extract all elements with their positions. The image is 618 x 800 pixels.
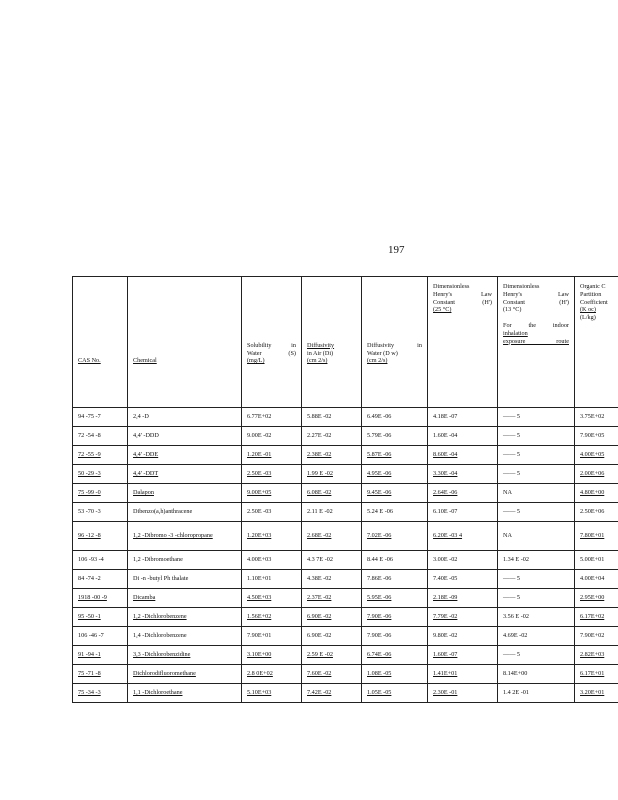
cell-koc-text: 4.80E+00 — [580, 489, 605, 497]
cell-henry-25c — [428, 589, 498, 608]
header-line: (K oc) — [580, 306, 596, 314]
cell-henry-13c — [498, 627, 575, 646]
cell-diffusivity-water-text: 7.86E -06 — [367, 575, 392, 583]
cell-cas-text: 75 -99 -0 — [78, 489, 101, 497]
cell-chemical — [128, 446, 242, 465]
page-number: 197 — [388, 244, 405, 256]
cell-koc — [575, 627, 618, 646]
cell-chemical — [128, 608, 242, 627]
table-row — [73, 608, 618, 627]
cell-diffusivity-water — [362, 484, 428, 503]
cell-cas-text: 91 -94 -1 — [78, 651, 101, 659]
cell-diffusivity-air — [302, 646, 362, 665]
cell-henry-13c-text: 4.69E -02 — [503, 632, 528, 640]
cell-henry-13c-text: —— 5 — [503, 508, 521, 516]
cell-henry-13c — [498, 608, 575, 627]
cell-henry-13c-text: —— 5 — [503, 575, 521, 583]
cell-solubility — [242, 570, 302, 589]
cell-koc — [575, 551, 618, 570]
cell-diffusivity-air-text: 2.11 E -02 — [307, 508, 333, 516]
cell-henry-25c — [428, 627, 498, 646]
header-line: Water (D w) — [367, 349, 398, 357]
cell-chemical — [128, 627, 242, 646]
cell-diffusivity-air-text: 1.99 E -02 — [307, 470, 333, 478]
cell-henry-13c — [498, 427, 575, 446]
cell-koc — [575, 589, 618, 608]
header-line: Organic C — [580, 283, 606, 290]
header-line: Diffusivity — [307, 341, 335, 349]
cell-henry-25c — [428, 646, 498, 665]
cell-solubility-text: 7.90E+01 — [247, 632, 272, 640]
cell-cas — [73, 408, 128, 427]
cell-solubility-text: 9.00E+05 — [247, 489, 272, 497]
cell-diffusivity-water — [362, 427, 428, 446]
cell-solubility — [242, 427, 302, 446]
table-row — [73, 408, 618, 427]
cell-chemical-text: 2,4 -D — [133, 413, 149, 421]
header-line: Constant (H') — [433, 298, 492, 306]
cell-solubility-text: 1.20E -01 — [247, 451, 272, 459]
cell-solubility — [242, 503, 302, 522]
cell-diffusivity-water-text: 9.45E -06 — [367, 489, 392, 497]
cell-diffusivity-air — [302, 570, 362, 589]
cell-henry-13c — [498, 646, 575, 665]
cell-diffusivity-water-text: 6.74E -06 — [367, 651, 392, 659]
cell-cas-text: 106 -46 -7 — [78, 632, 104, 640]
table-row — [73, 446, 618, 465]
header-chemical — [128, 277, 242, 408]
cell-cas-text: 106 -93 -4 — [78, 556, 104, 564]
cell-chemical-text: 4,4' -DDT — [133, 470, 159, 478]
cell-solubility-text: 9.00E -02 — [247, 432, 272, 440]
cell-diffusivity-water — [362, 665, 428, 684]
cell-henry-25c-text: 2.30E -01 — [433, 689, 458, 697]
cell-diffusivity-water — [362, 551, 428, 570]
cell-diffusivity-water — [362, 503, 428, 522]
cell-henry-25c-text: 9.80E -02 — [433, 632, 458, 640]
cell-diffusivity-water-text: 1.05E -05 — [367, 689, 392, 697]
cell-henry-25c-text: 6.20E -03 4 — [433, 532, 463, 540]
cell-chemical — [128, 465, 242, 484]
cell-henry-13c — [498, 589, 575, 608]
cell-chemical-text: 1,2 -Dibromoethane — [133, 556, 183, 564]
cell-chemical-text: 3,3 -Dichlorobenzidine — [133, 651, 191, 659]
cell-henry-13c — [498, 665, 575, 684]
cell-diffusivity-water-text: 5.95E -06 — [367, 594, 392, 602]
cell-koc-text: 7.90E+05 — [580, 432, 605, 440]
cell-chemical-text: Dichlorodifluoromethane — [133, 670, 196, 678]
cell-diffusivity-water — [362, 465, 428, 484]
cell-cas — [73, 589, 128, 608]
cell-cas — [73, 446, 128, 465]
header-line: Dimensionless — [433, 283, 470, 290]
chemical-properties-table — [72, 276, 618, 703]
cell-henry-25c — [428, 408, 498, 427]
cell-cas-text: 96 -12 -8 — [78, 532, 101, 540]
cell-cas — [73, 427, 128, 446]
cell-henry-25c — [428, 503, 498, 522]
cell-cas — [73, 646, 128, 665]
cell-solubility — [242, 408, 302, 427]
cell-solubility — [242, 589, 302, 608]
cell-henry-13c-text: —— 5 — [503, 413, 521, 421]
cell-diffusivity-air — [302, 427, 362, 446]
cell-koc-text: 3.75E+02 — [580, 413, 605, 421]
cell-henry-13c-text: 3.56 E -02 — [503, 613, 529, 621]
header-line: (cm 2/s) — [307, 357, 328, 365]
cell-cas-text: 95 -50 -1 — [78, 613, 101, 621]
chemical-properties-table-wrap — [72, 276, 618, 706]
header-line: (25 °C) — [433, 306, 452, 314]
cell-henry-25c-text: 3.30E -04 — [433, 470, 458, 478]
cell-cas-text: 72 -54 -8 — [78, 432, 101, 440]
cell-diffusivity-water — [362, 446, 428, 465]
cell-cas-text: 72 -55 -9 — [78, 451, 101, 459]
cell-chemical — [128, 427, 242, 446]
cell-koc-text: 2.95E+00 — [580, 594, 605, 602]
cell-diffusivity-water — [362, 684, 428, 703]
cell-solubility-text: 5.10E+03 — [247, 689, 272, 697]
cell-chemical-text: Dicamba — [133, 594, 156, 602]
cell-chemical — [128, 684, 242, 703]
cell-chemical — [128, 408, 242, 427]
header-line: (cm 2/s) — [367, 357, 388, 365]
cell-cas-text: 53 -70 -3 — [78, 508, 101, 516]
table-body — [73, 408, 618, 703]
cell-cas — [73, 484, 128, 503]
cell-diffusivity-air — [302, 446, 362, 465]
cell-henry-13c-text: —— 5 — [503, 470, 521, 478]
cell-diffusivity-air — [302, 408, 362, 427]
cell-henry-13c-text: —— 5 — [503, 451, 521, 459]
cell-solubility — [242, 665, 302, 684]
cell-cas-text: 84 -74 -2 — [78, 575, 101, 583]
cell-chemical — [128, 589, 242, 608]
cell-henry-13c-text: NA — [503, 532, 512, 540]
cell-solubility-text: 4.50E+03 — [247, 594, 272, 602]
cell-koc — [575, 522, 618, 551]
cell-chemical-text: 1,2 -Dichlorobenzene — [133, 613, 187, 621]
cell-henry-25c — [428, 522, 498, 551]
cell-koc-text: 4.00E+04 — [580, 575, 605, 583]
cell-henry-25c-text: 2.64E -06 — [433, 489, 458, 497]
cell-koc — [575, 465, 618, 484]
cell-koc-text: 4.00E+05 — [580, 451, 605, 459]
cell-henry-13c-text: —— 5 — [503, 594, 521, 602]
cell-henry-13c — [498, 684, 575, 703]
cell-cas-text: 75 -71 -8 — [78, 670, 101, 678]
cell-diffusivity-air-text: 5.88E -02 — [307, 413, 332, 421]
header-line: Water (S) — [247, 349, 296, 357]
cell-chemical — [128, 503, 242, 522]
cell-solubility-text: 4.00E+03 — [247, 556, 272, 564]
cell-solubility-text: 2.8 0E+02 — [247, 670, 273, 678]
cell-chemical-text: Dibenzo(a,h)anthracene — [133, 508, 193, 516]
cell-henry-13c-text: NA — [503, 489, 512, 497]
header-line: Diffusivity in — [367, 341, 422, 349]
cell-diffusivity-water-text: 7.90E -06 — [367, 613, 392, 621]
cell-koc — [575, 646, 618, 665]
cell-koc — [575, 446, 618, 465]
cell-koc — [575, 608, 618, 627]
cell-diffusivity-air — [302, 608, 362, 627]
cell-solubility-text: 6.77E+02 — [247, 413, 272, 421]
cell-diffusivity-air — [302, 484, 362, 503]
cell-diffusivity-air — [302, 684, 362, 703]
cell-henry-13c — [498, 570, 575, 589]
header-diffusivity-water — [362, 277, 428, 408]
cell-cas — [73, 608, 128, 627]
cell-henry-25c — [428, 465, 498, 484]
cell-cas-text: 1918 -00 -9 — [78, 594, 107, 602]
cell-diffusivity-water-text: 5.79E -06 — [367, 432, 392, 440]
cell-koc-text: 7.80E+01 — [580, 532, 605, 540]
cell-koc — [575, 427, 618, 446]
table-row — [73, 484, 618, 503]
cell-henry-13c-text: 1.34 E -02 — [503, 556, 529, 564]
cell-diffusivity-water-text: 8.44 E -06 — [367, 556, 393, 564]
cell-solubility-text: 1.10E+01 — [247, 575, 272, 583]
cell-chemical — [128, 665, 242, 684]
header-koc — [575, 277, 618, 408]
cell-diffusivity-water-text: 5.87E -06 — [367, 451, 392, 459]
cell-cas — [73, 522, 128, 551]
cell-diffusivity-water — [362, 646, 428, 665]
cell-diffusivity-air-text: 2.68E -02 — [307, 532, 332, 540]
cell-henry-25c-text: 1.60E -07 — [433, 651, 458, 659]
header-diffusivity-air — [302, 277, 362, 408]
header-line: in Air (Di) — [307, 349, 334, 357]
cell-diffusivity-air — [302, 665, 362, 684]
cell-diffusivity-air — [302, 465, 362, 484]
cell-cas — [73, 551, 128, 570]
header-henry-25c — [428, 277, 498, 408]
cell-henry-13c — [498, 446, 575, 465]
cell-henry-13c-text: 1.4 2E -01 — [503, 689, 529, 697]
header-line: Coefficient — [580, 298, 608, 306]
cell-diffusivity-air-text: 2.27E -02 — [307, 432, 332, 440]
cell-henry-25c-text: 3.00E -02 — [433, 556, 458, 564]
cell-henry-25c-text: 2.18E -09 — [433, 594, 458, 602]
cell-henry-13c — [498, 408, 575, 427]
cell-henry-25c-text: 8.60E -04 — [433, 451, 458, 459]
header-line: Constant (H') — [503, 298, 569, 306]
cell-solubility — [242, 446, 302, 465]
cell-cas — [73, 570, 128, 589]
cell-koc-text: 2.00E+06 — [580, 470, 605, 478]
table-row — [73, 465, 618, 484]
cell-cas-text: 50 -29 -3 — [78, 470, 101, 478]
cell-diffusivity-water — [362, 522, 428, 551]
cell-henry-13c-text: —— 5 — [503, 432, 521, 440]
cell-chemical-text: 4,4' -DDE — [133, 451, 159, 459]
cell-cas-text: 94 -75 -7 — [78, 413, 101, 421]
cell-diffusivity-water — [362, 408, 428, 427]
cell-cas-text: 75 -34 -3 — [78, 689, 101, 697]
header-line: Solubility in — [247, 341, 296, 349]
cell-cas — [73, 503, 128, 522]
cell-chemical — [128, 551, 242, 570]
header-line: exposure route — [503, 337, 569, 345]
header-line: inhalation — [503, 329, 528, 337]
cell-chemical — [128, 522, 242, 551]
header-line: (L/kg) — [580, 314, 596, 321]
cell-koc-text: 6.17E+02 — [580, 613, 605, 621]
cell-solubility-text: 2.50E -03 — [247, 508, 272, 516]
cell-koc — [575, 665, 618, 684]
cell-solubility-text: 3.10E+00 — [247, 651, 272, 659]
cell-diffusivity-water — [362, 589, 428, 608]
cell-koc — [575, 684, 618, 703]
cell-koc — [575, 484, 618, 503]
cell-henry-25c — [428, 446, 498, 465]
cell-chemical-text: 1,4 -Dichlorobenzene — [133, 632, 187, 640]
header-line: Dimensionless — [503, 283, 540, 290]
cell-diffusivity-air — [302, 551, 362, 570]
header-line: For the indoor — [503, 322, 569, 329]
header-line: Partition — [580, 290, 602, 298]
header-henry-13c — [498, 277, 575, 408]
table-row — [73, 570, 618, 589]
header-cas-label: CAS No. — [78, 357, 101, 365]
cell-solubility — [242, 484, 302, 503]
cell-henry-25c — [428, 684, 498, 703]
cell-diffusivity-air-text: 6.90E -02 — [307, 632, 332, 640]
cell-solubility — [242, 522, 302, 551]
cell-henry-25c — [428, 551, 498, 570]
cell-chemical — [128, 484, 242, 503]
cell-henry-25c-text: 1.60E -04 — [433, 432, 458, 440]
header-line: Henry's Law — [503, 290, 569, 298]
header-cas — [73, 277, 128, 408]
table-row — [73, 551, 618, 570]
cell-koc-text: 2.82E+03 — [580, 651, 605, 659]
cell-diffusivity-water-text: 7.90E -06 — [367, 632, 392, 640]
cell-diffusivity-air — [302, 522, 362, 551]
cell-solubility-text: 1.56E+02 — [247, 613, 272, 621]
cell-koc-text: 5.00E+01 — [580, 556, 605, 564]
cell-koc-text: 3.20E+01 — [580, 689, 605, 697]
header-solubility — [242, 277, 302, 408]
cell-diffusivity-water-text: 5.24 E -06 — [367, 508, 393, 516]
cell-henry-25c — [428, 665, 498, 684]
cell-henry-13c — [498, 503, 575, 522]
table-header-row — [73, 277, 618, 408]
cell-chemical-text: 1,2 -Dibromo -3 -chloropropane — [133, 532, 213, 540]
cell-koc — [575, 408, 618, 427]
table-row — [73, 427, 618, 446]
cell-henry-25c-text: 7.79E -02 — [433, 613, 458, 621]
table-row — [73, 627, 618, 646]
cell-henry-25c-text: 6.10E -07 — [433, 508, 458, 516]
cell-diffusivity-air-text: 2.59 E -02 — [307, 651, 333, 659]
cell-diffusivity-air-text: 7.60E -02 — [307, 670, 332, 678]
cell-diffusivity-air-text: 7.42E -02 — [307, 689, 332, 697]
cell-solubility — [242, 646, 302, 665]
table-row — [73, 589, 618, 608]
cell-diffusivity-air-text: 2.38E -02 — [307, 451, 332, 459]
cell-solubility — [242, 684, 302, 703]
table-row — [73, 503, 618, 522]
cell-diffusivity-water — [362, 627, 428, 646]
cell-henry-13c — [498, 551, 575, 570]
cell-chemical-text: Dalapon — [133, 489, 154, 497]
cell-henry-25c — [428, 570, 498, 589]
cell-chemical — [128, 570, 242, 589]
cell-solubility-text: 2.50E -03 — [247, 470, 272, 478]
cell-henry-25c-text: 4.18E -07 — [433, 413, 458, 421]
cell-koc — [575, 503, 618, 522]
cell-cas — [73, 465, 128, 484]
cell-chemical — [128, 646, 242, 665]
cell-diffusivity-air — [302, 589, 362, 608]
cell-solubility — [242, 551, 302, 570]
cell-diffusivity-water-text: 6.49E -06 — [367, 413, 392, 421]
header-line: Henry's Law — [433, 290, 492, 298]
cell-cas — [73, 684, 128, 703]
cell-henry-13c — [498, 522, 575, 551]
cell-koc-text: 6.17E+01 — [580, 670, 605, 678]
cell-henry-13c-text: 8.14E+00 — [503, 670, 528, 678]
cell-solubility — [242, 627, 302, 646]
cell-diffusivity-air-text: 4.38E -02 — [307, 575, 332, 583]
cell-diffusivity-water — [362, 570, 428, 589]
cell-chemical-text: 4,4' -DDD — [133, 432, 159, 440]
cell-henry-25c-text: 1.41E+01 — [433, 670, 458, 678]
table-row — [73, 684, 618, 703]
cell-henry-25c — [428, 484, 498, 503]
cell-solubility — [242, 465, 302, 484]
cell-diffusivity-water — [362, 608, 428, 627]
cell-diffusivity-air-text: 6.90E -02 — [307, 613, 332, 621]
cell-henry-13c — [498, 484, 575, 503]
cell-henry-25c — [428, 427, 498, 446]
header-line: (13 °C) — [503, 306, 522, 314]
cell-diffusivity-water-text: 4.95E -06 — [367, 470, 392, 478]
table-row — [73, 665, 618, 684]
table-row — [73, 646, 618, 665]
cell-diffusivity-air — [302, 627, 362, 646]
header-henry-13c-note — [503, 322, 569, 345]
cell-diffusivity-water-text: 1.08E -05 — [367, 670, 392, 678]
cell-cas — [73, 665, 128, 684]
cell-diffusivity-air-text: 4.3 7E -02 — [307, 556, 333, 564]
cell-diffusivity-air-text: 2.37E -02 — [307, 594, 332, 602]
table-row — [73, 522, 618, 551]
cell-koc — [575, 570, 618, 589]
cell-henry-13c — [498, 465, 575, 484]
cell-koc-text: 7.90E+02 — [580, 632, 605, 640]
cell-chemical-text: 1,1 -Dichloroethane — [133, 689, 183, 697]
cell-henry-25c-text: 7.40E -05 — [433, 575, 458, 583]
cell-solubility — [242, 608, 302, 627]
cell-cas — [73, 627, 128, 646]
cell-chemical-text: Di -n -butyl Ph thalate — [133, 575, 189, 583]
cell-solubility-text: 1.20E+03 — [247, 532, 272, 540]
cell-koc-text: 2.50E+06 — [580, 508, 605, 516]
header-line: (mg/L) — [247, 357, 265, 365]
cell-henry-13c-text: —— 5 — [503, 651, 521, 659]
header-chemical-label: Chemical — [133, 357, 157, 365]
cell-diffusivity-air-text: 6.08E -02 — [307, 489, 332, 497]
cell-henry-25c — [428, 608, 498, 627]
cell-diffusivity-water-text: 7.02E -06 — [367, 532, 392, 540]
cell-diffusivity-air — [302, 503, 362, 522]
